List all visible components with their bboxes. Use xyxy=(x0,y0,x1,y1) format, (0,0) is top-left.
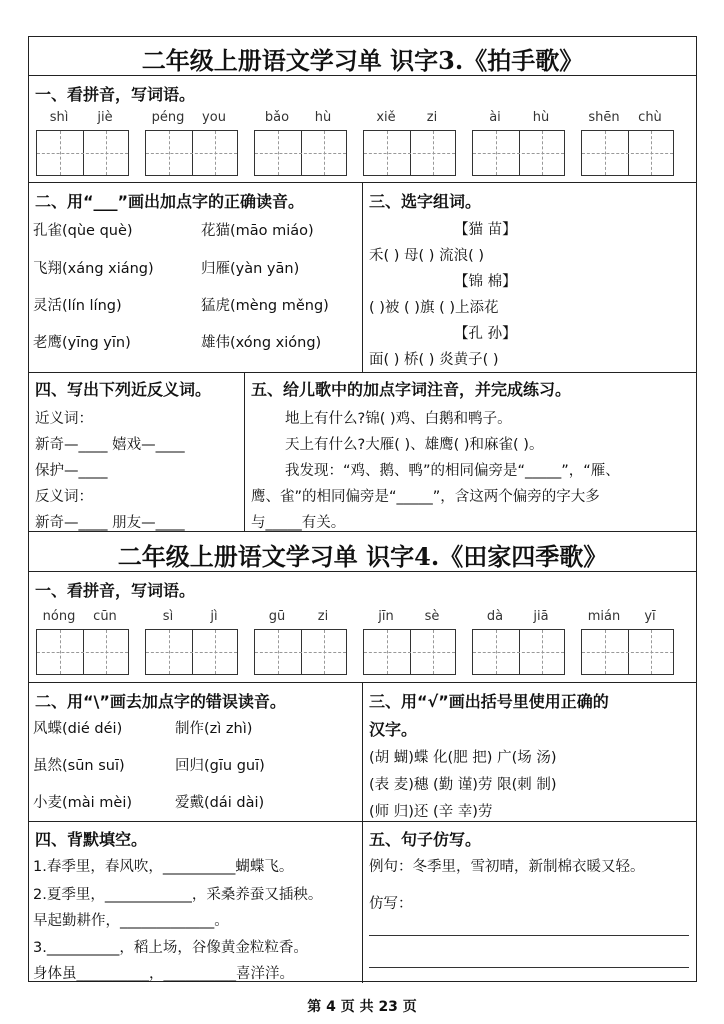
writing-box[interactable] xyxy=(363,130,456,176)
s2-q4-line: 2.夏季里，____________，采桑养蚕又插秧。 xyxy=(33,887,323,903)
s1-q5-line: 我发现：“鸡、鹅、鸭”的相同偏旁是“_____”，“雁、 xyxy=(285,463,620,479)
divider xyxy=(29,372,696,373)
s1-q2-item: 灵活(lín líng) xyxy=(33,298,122,314)
s1-q1-heading: 一、看拼音，写词语。 xyxy=(35,85,196,104)
s2-q4-line: 3.__________，稻上场，谷像黄金粒粒香。 xyxy=(33,940,308,956)
s2-q2-item: 爱戴(dái dài) xyxy=(175,795,265,811)
pinyin-label: péng xyxy=(151,110,185,125)
s1-q3-group: 【锦 棉】 xyxy=(454,274,517,290)
writing-box[interactable] xyxy=(363,629,456,675)
s2-q5-heading: 五、句子仿写。 xyxy=(369,830,482,849)
answer-line[interactable] xyxy=(369,967,689,968)
s2-q3-heading: 三、用“√”画出括号里使用正确的 xyxy=(369,692,609,711)
writing-box[interactable] xyxy=(254,629,347,675)
section1-title: 二年级上册语文学习单 识字3.《拍手歌》 xyxy=(141,46,584,75)
pinyin-label: cūn xyxy=(93,609,117,624)
divider xyxy=(362,182,363,372)
s1-q2-heading: 二、用“___”画出加点字的正确读音。 xyxy=(35,192,305,211)
pinyin-label: sè xyxy=(424,609,440,624)
s1-q4-line: 保护—____ xyxy=(35,463,108,479)
pinyin-label: jì xyxy=(210,609,218,624)
s2-q2-item: 小麦(mài mèi) xyxy=(33,795,133,811)
s2-q2-item: 虽然(sūn suī) xyxy=(33,758,125,774)
pinyin-label: chù xyxy=(638,110,662,125)
divider xyxy=(29,571,696,572)
writing-box[interactable] xyxy=(254,130,347,176)
pinyin-label: jiè xyxy=(97,110,113,125)
answer-line[interactable] xyxy=(369,935,689,936)
s2-q3-line: (胡 蝴)蝶 化(肥 把) 广(场 汤) xyxy=(369,750,557,766)
s1-q3-group: 【孔 孙】 xyxy=(454,326,517,342)
s1-q2-item: 归雁(yàn yān) xyxy=(201,261,300,277)
pinyin-label: bǎo xyxy=(264,110,290,125)
s1-q4-line: 新奇—____ 嬉戏—____ xyxy=(35,437,185,453)
pinyin-label: jiā xyxy=(533,609,549,624)
pinyin-label: shì xyxy=(49,110,69,125)
pinyin-label: xiě xyxy=(376,110,396,125)
divider xyxy=(362,682,363,983)
writing-box[interactable] xyxy=(472,130,565,176)
s2-q4-heading: 四、背默填空。 xyxy=(35,830,148,849)
pinyin-label: jīn xyxy=(378,609,394,624)
s1-q3-line: 面( ) 桥( ) 炎黄子( ) xyxy=(369,352,499,368)
writing-box[interactable] xyxy=(145,130,238,176)
s2-q4-line: 身体虽__________，__________喜洋洋。 xyxy=(33,966,294,982)
s2-q4-line: 早起勤耕作，_____________。 xyxy=(33,913,229,929)
s1-q3-heading: 三、选字组词。 xyxy=(369,192,482,211)
divider xyxy=(244,372,245,531)
s2-q3-line: (师 归)还 (辛 幸)劳 xyxy=(369,804,493,820)
writing-box[interactable] xyxy=(472,629,565,675)
pinyin-label: zi xyxy=(426,110,438,125)
writing-box[interactable] xyxy=(581,130,674,176)
divider xyxy=(29,75,696,76)
writing-box[interactable] xyxy=(145,629,238,675)
pinyin-label: shēn xyxy=(588,110,620,125)
s1-q2-item: 花猫(māo miáo) xyxy=(201,223,314,239)
s1-q5-line: 鹰、雀”的相同偏旁是“_____”，含这两个偏旁的字大多 xyxy=(251,489,600,505)
s1-q3-line: 禾( ) 母( ) 流浪( ) xyxy=(369,248,484,264)
pinyin-label: hù xyxy=(314,110,332,125)
s1-q5-heading: 五、给儿歌中的加点字词注音，并完成练习。 xyxy=(251,380,572,399)
s1-q2-item: 孔雀(qùe què) xyxy=(33,223,133,239)
s1-q5-line: 天上有什么?大雁( )、雄鹰( )和麻雀( )。 xyxy=(285,437,544,453)
s1-q4-line: 反义词： xyxy=(35,489,93,505)
writing-box[interactable] xyxy=(36,629,129,675)
pinyin-label: dà xyxy=(486,609,504,624)
s1-q2-item: 飞翔(xáng xiáng) xyxy=(33,261,154,277)
pinyin-label: mián xyxy=(587,609,621,624)
divider xyxy=(29,821,696,822)
s1-q3-line: ( )被 ( )旗 ( )上添花 xyxy=(369,300,499,316)
pinyin-label: nóng xyxy=(42,609,76,624)
pinyin-label: yī xyxy=(644,609,656,624)
s1-q5-line: 与_____有关。 xyxy=(251,515,346,531)
s1-q3-group: 【猫 苗】 xyxy=(454,222,517,238)
s1-q4-line: 新奇—____ 朋友—____ xyxy=(35,515,185,531)
writing-box[interactable] xyxy=(581,629,674,675)
s2-q2-heading: 二、用“\”画去加点字的错误读音。 xyxy=(35,692,286,711)
s2-q2-item: 制作(zì zhì) xyxy=(175,721,253,737)
worksheet-page xyxy=(28,36,697,982)
pinyin-label: zi xyxy=(317,609,329,624)
s1-q2-item: 猛虎(mèng měng) xyxy=(201,298,329,314)
pinyin-label: you xyxy=(202,110,226,125)
pinyin-label: gū xyxy=(268,609,286,624)
page-footer: 第 4 页 共 23 页 xyxy=(307,999,417,1015)
s2-q2-item: 回归(gīu guī) xyxy=(175,758,265,774)
s1-q4-line: 近义词： xyxy=(35,411,93,427)
s2-q3-line: (表 麦)穗 (勤 谨)劳 限(刺 制) xyxy=(369,777,557,793)
s1-q2-item: 雄伟(xóng xióng) xyxy=(201,335,322,351)
s1-q5-line: 地上有什么?锦( )鸡、白鹅和鸭子。 xyxy=(285,411,512,427)
divider xyxy=(29,531,696,532)
pinyin-label: hù xyxy=(532,110,550,125)
s2-q5-label: 仿写： xyxy=(369,896,413,912)
pinyin-label: sì xyxy=(162,609,174,624)
s1-q4-heading: 四、写出下列近反义词。 xyxy=(35,380,212,399)
s2-q4-line: 1.春季里，春风吹，__________蝴蝶飞。 xyxy=(33,859,294,875)
s1-q2-item: 老鹰(yīng yīn) xyxy=(33,335,131,351)
section2-title: 二年级上册语文学习单 识字4.《田家四季歌》 xyxy=(117,542,608,571)
s2-q1-heading: 一、看拼音，写词语。 xyxy=(35,581,196,600)
s2-q5-example: 例句：冬季里，雪初晴，新制棉衣暖又轻。 xyxy=(369,859,645,875)
s2-q3-heading-cont: 汉字。 xyxy=(369,720,418,739)
writing-box[interactable] xyxy=(36,130,129,176)
pinyin-label: ài xyxy=(489,110,501,125)
s2-q2-item: 风蝶(dié déi) xyxy=(33,721,123,737)
